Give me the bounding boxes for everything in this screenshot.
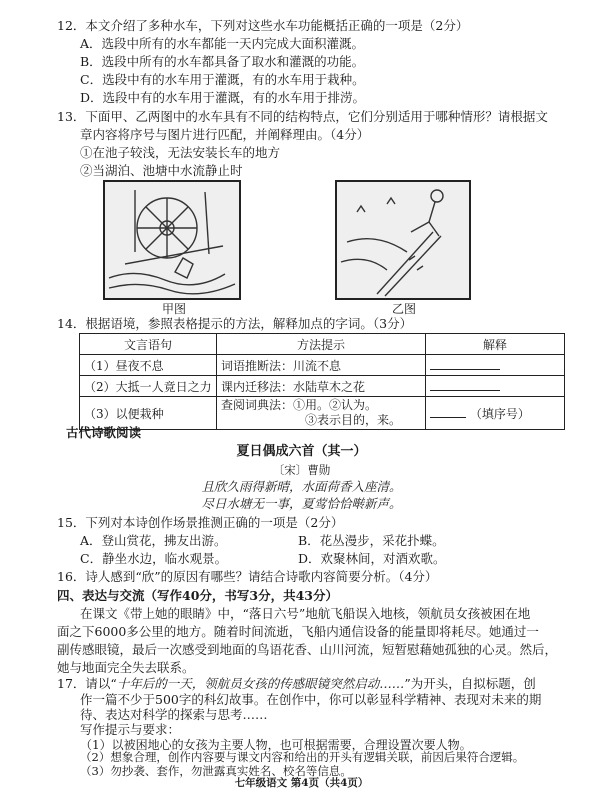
q14-stem: 14．根据语境，参照表格提示的方法，解释加点的字词。（3分）	[57, 316, 413, 331]
figure-yi-waterwheel-image	[335, 180, 471, 300]
q12-option-a: A．选段中所有的水车都能一天内完成大面积灌溉。	[80, 36, 365, 51]
q15-stem: 15．下列对本诗创作场景推测正确的一项是（2分）	[57, 515, 344, 530]
q14-row2-answer-blank[interactable]	[426, 376, 565, 397]
q13-stem-line1: 13．下面甲、乙两图中的水车具有不同的结构特点，它们分别适用于哪种情形？请根据文	[57, 109, 548, 124]
section-4-para-line3: 副传感眼镜，最后一次感受到地面的鸟语花香、山川河流，短暂慰藉她孤独的心灵。然后，	[57, 642, 558, 657]
q14-row1-answer-blank[interactable]	[426, 355, 565, 376]
q17-tip-2: （2）想象合理，创作内容要与课文内容和给出的开头有逻辑关联，前因后果符合逻辑。	[80, 750, 525, 764]
q17-tips-title: 写作提示与要求：	[80, 722, 181, 737]
q14-row3-sentence: （3）以便栽种	[80, 397, 217, 430]
q12-option-c: C．选段中有的水车用于灌溉，有的水车用于栽种。	[80, 72, 365, 87]
answer-line	[430, 405, 466, 418]
q13-stem-line2: 章内容将序号与图片进行匹配，并阐释理由。（4分）	[80, 127, 370, 142]
figure-yi-caption: 乙图	[392, 302, 417, 316]
q14-header-sentence: 文言语句	[80, 334, 217, 355]
q15-option-b: B．花丛漫步，采花扑蝶。	[298, 533, 445, 548]
q15-option-c: C．静坐水边，临水观景。	[80, 551, 228, 566]
poem-line-1: 且欣久雨得新晴，水面荷香入座清。	[201, 479, 402, 494]
section-4-title: 四、表达与交流（写作40分，书写3分，共43分）	[57, 588, 338, 603]
q17-tip-3: （3）勿抄袭、套作，勿泄露真实姓名、校名等信息。	[80, 764, 352, 778]
table-row	[80, 355, 565, 376]
poem-line-2: 尽日水塘无一事，夏莺恰恰啭新声。	[201, 496, 402, 511]
q12-option-d: D．选段中有的水车用于灌溉，有的水车用于排涝。	[80, 90, 366, 105]
figure-jia-waterwheel-image	[103, 180, 241, 300]
poem-author: 〔宋〕曹勋	[272, 463, 331, 477]
page-footer: 七年级语文 第4页（共4页）	[234, 777, 369, 789]
q12-option-b: B．选段中所有的水车都具备了取水和灌溉的功能。	[80, 54, 365, 69]
answer-line	[430, 378, 500, 391]
section-4-para-line4: 她与地面完全失去联系。	[57, 660, 195, 675]
poem-title: 夏日偶成六首（其一）	[236, 444, 367, 459]
q14-row1-sentence: （1）昼夜不息	[80, 355, 217, 376]
q14-row1-method: 词语推断法：川流不息	[217, 355, 426, 376]
q14-row3-method: 查阅词典法：①用。②认为。 ③表示目的，来。	[217, 397, 426, 430]
q17-stem-line1: 17．请以“十年后的一天，领航员女孩的传感眼镜突然启动……”为开头，自拟标题，创	[57, 676, 536, 691]
q14-table	[79, 333, 565, 430]
q14-row2-method: 课内迁移法：水陆草木之花	[217, 376, 426, 397]
poem-section-heading: 古代诗歌阅读	[66, 425, 142, 440]
q15-option-a: A．登山赏花，拂友出游。	[80, 533, 227, 548]
q14-header-answer: 解释	[426, 334, 565, 355]
section-4-para-line2: 面之下6000多公里的地方。随着时间流逝，飞船内通信设备的能量即将耗尽。她通过一	[57, 624, 539, 639]
q12-stem: 12．本文介绍了多种水车，下列对这些水车功能概括正确的一项是（2分）	[57, 18, 469, 33]
q14-row2-sentence: （2）大抵一人竟日之力	[80, 376, 217, 397]
figure-jia-caption: 甲图	[162, 302, 187, 316]
q15-option-d: D．欢聚林间，对酒欢歌。	[298, 551, 446, 566]
q14-row3-answer-blank[interactable]: （填序号）	[426, 397, 565, 430]
q13-item-1: ①在池子较浅，无法安装长车的地方	[80, 145, 281, 160]
q17-tip-1: （1）以被困地心的女孩为主要人物，也可根据需要，合理设置次要人物。	[80, 738, 472, 752]
section-4-para-line1: 在课文《带上她的眼睛》中，“落日六号”地航飞船误入地核，领航员女孩被困在地	[80, 606, 531, 621]
table-row	[80, 397, 565, 430]
q13-item-2: ②当湖泊、池塘中水流静止时	[80, 163, 243, 178]
q17-stem-line3: 待、表达对科学的探索与思考……	[80, 707, 268, 722]
table-row	[80, 376, 565, 397]
answer-line	[430, 357, 500, 370]
q14-header-method: 方法提示	[217, 334, 426, 355]
q16-stem: 16．诗人感到“欣”的原因有哪些？请结合诗歌内容简要分析。（4分）	[57, 569, 438, 584]
q17-stem-line2: 作一篇不少于500字的科幻故事。在创作中，你可以彰显科学精神、表现对未来的期	[80, 692, 542, 707]
